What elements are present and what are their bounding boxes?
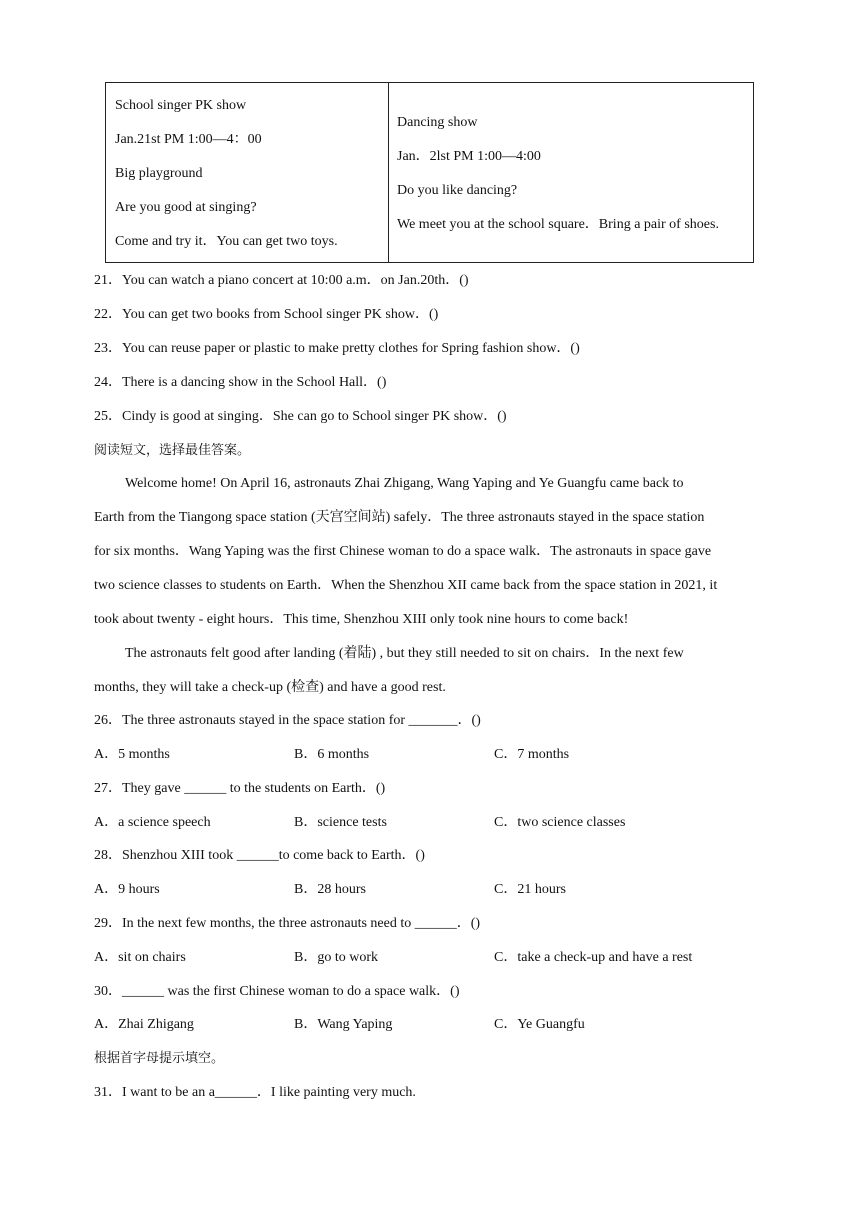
table-line: Jan．2lst PM 1:00—4:00 [397, 149, 541, 164]
question-22: 22．You can get two books from School singer PK show．() [94, 307, 439, 322]
table-line: We meet you at the school square．Bring a pair of shoes. [397, 217, 719, 232]
section-heading-fill: 根据首字母提示填空。 [94, 1051, 225, 1066]
section-heading-reading: 阅读短文，选择最佳答案。 [94, 443, 251, 458]
option-b: B．go to work [294, 950, 378, 965]
table-line: Are you good at singing? [115, 200, 257, 215]
passage-line: months, they will take a check-up (检查) and have a good rest. [94, 680, 446, 695]
table-cell-dancing-show [389, 83, 753, 262]
option-a: A．sit on chairs [94, 950, 186, 965]
option-c: C．21 hours [494, 882, 566, 897]
table-line: Jan.21st PM 1:00—4：00 [115, 132, 262, 147]
question-24: 24．There is a dancing show in the School Hall．() [94, 375, 387, 390]
table-line: School singer PK show [115, 98, 247, 113]
passage-line: took about twenty - eight hours．This time, Shenzhou XIII only took nine hours to come back! [94, 612, 629, 627]
option-a: A．9 hours [94, 882, 160, 897]
table-line: Come and try it．You can get two toys. [115, 234, 338, 249]
option-b: B．Wang Yaping [294, 1017, 393, 1032]
option-a: A．a science speech [94, 815, 211, 830]
option-a: A．Zhai Zhigang [94, 1017, 194, 1032]
option-b: B．science tests [294, 815, 387, 830]
question-31: 31．I want to be an a______．I like painting very much. [94, 1085, 416, 1100]
question-23: 23．You can reuse paper or plastic to make pretty clothes for Spring fashion show．() [94, 341, 580, 356]
question-29: 29．In the next few months, the three astronauts need to ______．() [94, 916, 481, 931]
question-21: 21．You can watch a piano concert at 10:00 a.m．on Jan.20th．() [94, 273, 469, 288]
passage-line: two science classes to students on Earth．When the Shenzhou XII came back from the space station in 2021, it [94, 578, 718, 593]
passage-line: for six months．Wang Yaping was the first Chinese woman to do a space walk．The astronauts in space gave [94, 544, 712, 559]
passage-line: The astronauts felt good after landing (着陆) , but they still needed to sit on chairs．In the next few [125, 646, 684, 661]
reading-passage [94, 474, 774, 712]
table-line: Dancing show [397, 115, 478, 130]
question-26: 26．The three astronauts stayed in the space station for _______．() [94, 713, 481, 728]
question-28: 28．Shenzhou XIII took ______to come back to Earth．() [94, 848, 425, 863]
table-line: Big playground [115, 166, 203, 181]
question-25: 25．Cindy is good at singing．She can go to School singer PK show．() [94, 409, 507, 424]
table-line: Do you like dancing? [397, 183, 518, 198]
option-b: B．28 hours [294, 882, 366, 897]
passage-line: Welcome home! On April 16, astronauts Zhai Zhigang, Wang Yaping and Ye Guangfu came back to [125, 476, 684, 491]
option-c: C．take a check-up and have a rest [494, 950, 693, 965]
passage-line: Earth from the Tiangong space station (天宫空间站) safely．The three astronauts stayed in the space station [94, 510, 705, 525]
option-a: A．5 months [94, 747, 170, 762]
question-30: 30．______ was the first Chinese woman to do a space walk．() [94, 984, 460, 999]
notice-table [105, 82, 754, 263]
table-cell-singer-show [106, 83, 389, 262]
question-27: 27．They gave ______ to the students on Earth．() [94, 781, 386, 796]
option-c: C．7 months [494, 747, 570, 762]
option-c: C．two science classes [494, 815, 626, 830]
option-b: B．6 months [294, 747, 370, 762]
option-c: C．Ye Guangfu [494, 1017, 585, 1032]
